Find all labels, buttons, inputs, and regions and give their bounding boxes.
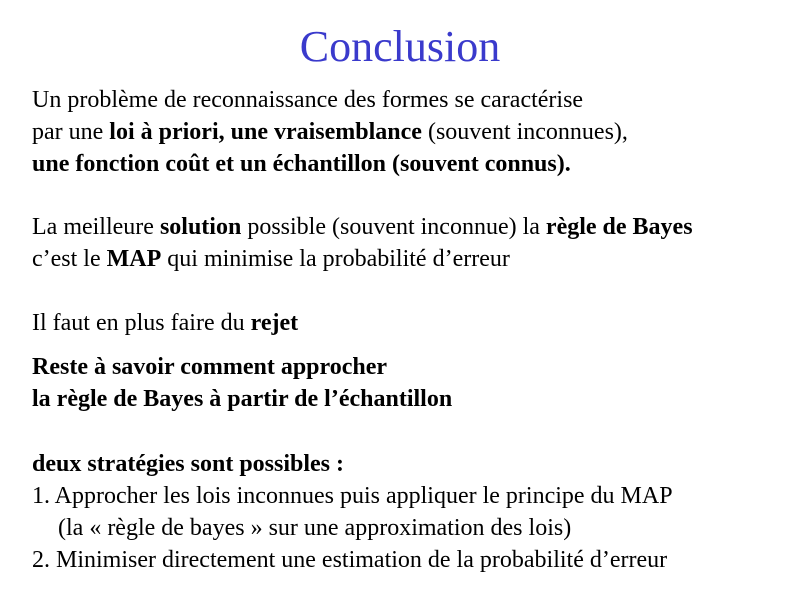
para1-line2-text: par une bbox=[32, 119, 110, 145]
para2-line2-c: qui minimise la probabilité d’erreur bbox=[161, 246, 510, 272]
list-item-2: 2. Minimiser directement une estimation de la probabilité d’erreur bbox=[32, 547, 668, 573]
para2-line2-b: MAP bbox=[106, 246, 162, 272]
para1-line2-tail: (souvent inconnues), bbox=[421, 119, 628, 145]
para1-line3-bold: une fonction coût et un échantillon bbox=[32, 151, 387, 177]
para1-line3 bbox=[32, 148, 571, 180]
para1-line3-tail: (souvent connus). bbox=[386, 151, 571, 177]
para1-line2-bold: loi à priori, une vraisemblance bbox=[109, 119, 422, 145]
para4-line1-text: Reste à savoir comment approcher bbox=[32, 354, 388, 380]
para5-heading-text: deux stratégies sont possibles : bbox=[32, 451, 345, 477]
list-item-1-sub: (la « règle de bayes » sur une approximation des lois) bbox=[58, 515, 572, 541]
para2-line2-a: c’est le bbox=[32, 246, 107, 272]
list-item-1: 1. Approcher les lois inconnues puis appliquer le principe du MAP bbox=[32, 483, 673, 509]
slide-title: Conclusion bbox=[299, 22, 501, 71]
para4-line2 bbox=[32, 383, 452, 415]
para2-line1 bbox=[32, 211, 693, 243]
para1-line2 bbox=[32, 116, 628, 148]
para3-line bbox=[32, 307, 298, 339]
para2-line1-a: La meilleure bbox=[32, 214, 160, 240]
para4-line1 bbox=[32, 351, 387, 383]
para4-line2-text: la règle de Bayes à partir de l’échantillon bbox=[32, 386, 453, 412]
para2-line1-d: règle de Bayes bbox=[545, 214, 693, 240]
para1-line1: Un problème de reconnaissance des formes se caractérise bbox=[32, 87, 584, 113]
para2-line1-b: solution bbox=[159, 214, 242, 240]
para3-text: Il faut en plus faire du bbox=[32, 310, 251, 336]
para2-line2 bbox=[32, 243, 510, 275]
para5-heading bbox=[32, 448, 344, 480]
para3-bold: rejet bbox=[250, 310, 299, 336]
para2-line1-c: possible (souvent inconnue) la bbox=[241, 214, 546, 240]
